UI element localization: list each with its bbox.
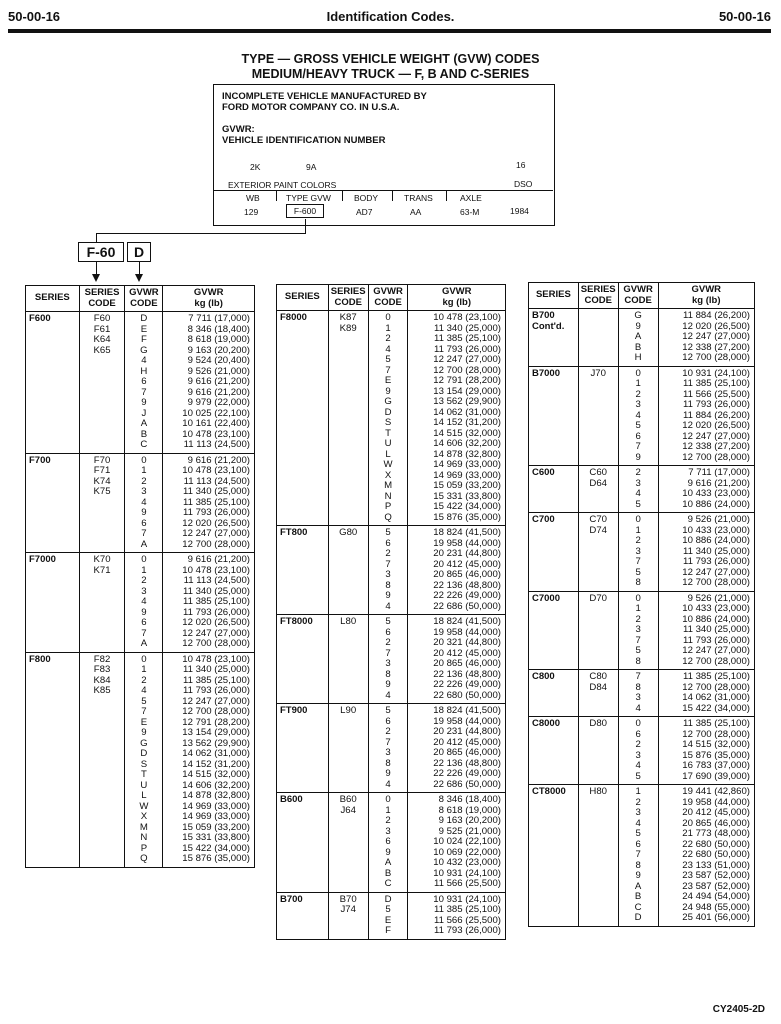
gvwr-code-cell: 5 6 2 7 3 8 9 4 [368, 526, 408, 615]
series-cell: B600 [277, 793, 329, 893]
header-series-code: SERIES CODE [79, 286, 125, 312]
gvwr-code-cell: 0 6 2 3 4 5 [618, 717, 658, 785]
gvwr-cell: 9 526 (21,000) 10 433 (23,000) 10 886 (24,000) 11 340 (25,000) 11 793 (26,000) 12 247 (27,000) 12 700 (28,000) [658, 513, 754, 592]
gvwr-code-cell: G 9 A B H [618, 309, 658, 367]
header-series-code: SERIES CODE [328, 285, 368, 311]
title-line-2: MEDIUM/HEAVY TRUCK — F, B AND C-SERIES [251, 67, 530, 81]
label-line-1: INCOMPLETE VEHICLE MANUFACTURED BY [222, 91, 427, 102]
gvwr-cell: 8 346 (18,400) 8 618 (19,000) 9 163 (20,200) 9 525 (21,000) 10 024 (22,100) 10 069 (22,000) 10 432 (23,000) 10 931 (24,100) 11 566 (25,500) [408, 793, 506, 893]
table-row [529, 309, 755, 367]
header-gvwr: GVWR kg (lb) [658, 283, 754, 309]
series-cell: C800 [529, 670, 579, 717]
val-body: AD7 [356, 207, 373, 217]
gvwr-code-cell: 0 1 2 3 4 5 6 7 9 [618, 366, 658, 466]
series-code-cell: L90 [328, 704, 368, 793]
val-axle: 63-M [460, 207, 480, 217]
series-cell: B7000 [529, 366, 579, 466]
header-gvwr-code: GVWR CODE [125, 286, 163, 312]
col-wb: WB [246, 193, 260, 203]
header-series-code: SERIES CODE [578, 283, 618, 309]
series-cell: FT900 [277, 704, 329, 793]
gvwr-cell: 18 824 (41,500) 19 958 (44,000) 20 231 (44,800) 20 412 (45,000) 20 865 (46,000) 22 136 (48,800) 22 226 (49,000) 22 686 (50,000) [408, 704, 506, 793]
series-cell: FT800 [277, 526, 329, 615]
table-row [529, 785, 755, 927]
header-series: SERIES [277, 285, 329, 311]
header-series: SERIES [529, 283, 579, 309]
arrow-down-icon [135, 274, 143, 282]
table-row [26, 652, 255, 867]
col-type-gvw: TYPE GVW [286, 193, 331, 203]
table-row [277, 615, 506, 704]
gvwr-cell: 11 385 (25,100) 12 700 (28,000) 14 062 (31,000) 15 422 (34,000) [658, 670, 754, 717]
page-heading: Identification Codes. [326, 9, 455, 24]
gvw-table-2 [276, 284, 506, 940]
series-cell: F7000 [26, 553, 80, 653]
paint-colors: EXTERIOR PAINT COLORS [228, 180, 337, 190]
gvwr-code-cell: 5 6 2 7 3 8 9 4 [368, 615, 408, 704]
series-code-cell: F60 F61 K64 K65 [79, 312, 125, 454]
gvw-table-1 [25, 285, 255, 868]
gvwr-code-cell: D E F G 4 H 6 7 9 J A B C [125, 312, 163, 454]
header-gvwr-code: GVWR CODE [618, 283, 658, 309]
table-row [277, 311, 506, 526]
label-vin: VEHICLE IDENTIFICATION NUMBER [222, 135, 386, 146]
series-code-cell: D80 [578, 717, 618, 785]
table-row [529, 670, 755, 717]
gvwr-code-cell: 0 1 2 4 5 7 E 9 G D S T U L W X M N P Q [368, 311, 408, 526]
gvwr-cell: 18 824 (41,500) 19 958 (44,000) 20 231 (44,800) 20 412 (45,000) 20 865 (46,000) 22 136 (48,800) 22 226 (49,000) 22 686 (50,000) [408, 526, 506, 615]
gvwr-code-cell: 7 8 3 4 [618, 670, 658, 717]
table-row [529, 466, 755, 513]
val-trans: AA [410, 207, 422, 217]
gvwr-code-cell: 5 6 2 7 3 8 9 4 [368, 704, 408, 793]
series-code-cell: L80 [328, 615, 368, 704]
callout-series: F-60 [78, 242, 124, 262]
gvwr-cell: 10 478 (23,100) 11 340 (25,000) 11 385 (25,100) 11 793 (26,000) 12 247 (27,000) 12 700 (28,000) 12 791 (28,200) 13 154 (29,000) 13 562 (29,900) 14 062 (31,000) 14 152 (31,200) 14 515 (32,000) 14 606 (32,200) 14 878 (32,800) 14 969 (33,000) 14 969 (33,000) 15 059 (33,200) 15 331 (33,800) 15 422 (34,000) 15 876 (35,000) [408, 311, 506, 526]
header-series: SERIES [26, 286, 80, 312]
header-gvwr-code: GVWR CODE [368, 285, 408, 311]
series-cell: F700 [26, 453, 80, 553]
series-cell: F600 [26, 312, 80, 454]
header-gvwr: GVWR kg (lb) [408, 285, 506, 311]
section-title [0, 52, 781, 82]
title-line-1: TYPE — GROSS VEHICLE WEIGHT (GVW) CODES [241, 52, 540, 66]
series-cell: F8000 [277, 311, 329, 526]
series-code-cell: B70 J74 [328, 892, 368, 939]
gvwr-code-cell: 0 1 2 3 4 9 6 7 A [125, 553, 163, 653]
arrow-down-icon [92, 274, 100, 282]
label-line-2: FORD MOTOR COMPANY CO. IN U.S.A. [222, 102, 400, 113]
table-row [277, 892, 506, 939]
val-wb: 129 [244, 207, 259, 217]
gvwr-cell: 10 931 (24,100) 11 385 (25,100) 11 566 (25,500) 11 793 (26,000) [408, 892, 506, 939]
dso-label: DSO [514, 179, 533, 189]
table-row [26, 553, 255, 653]
series-code-cell: H80 [578, 785, 618, 927]
gvwr-cell: 9 616 (21,200) 10 478 (23,100) 11 113 (24,500) 11 340 (25,000) 11 385 (25,100) 11 793 (26,000) 12 020 (26,500) 12 247 (27,000) 12 700 (28,000) [163, 553, 255, 653]
series-cell: B700 Cont'd. [529, 309, 579, 367]
table-row [277, 704, 506, 793]
table-row [26, 312, 255, 454]
gvwr-cell: 9 526 (21,000) 10 433 (23,000) 10 886 (24,000) 11 340 (25,000) 11 793 (26,000) 12 247 (27,000) 12 700 (28,000) [658, 591, 754, 670]
gvwr-cell: 9 616 (21,200) 10 478 (23,100) 11 113 (24,500) 11 340 (25,000) 11 385 (25,100) 11 793 (26,000) 12 020 (26,500) 12 247 (27,000) 12 700 (28,000) [163, 453, 255, 553]
gvwr-cell: 18 824 (41,500) 19 958 (44,000) 20 321 (44,800) 20 412 (45,000) 20 865 (46,000) 22 136 (48,800) 22 226 (49,000) 22 680 (50,000) [408, 615, 506, 704]
gvwr-cell: 7 711 (17,000) 8 346 (18,400) 8 618 (19,000) 9 163 (20,200) 9 524 (20,400) 9 526 (21,000) 9 616 (21,200) 9 616 (21,200) 9 979 (22,000) 10 025 (22,100) 10 161 (22,400) 10 478 (23,100) 11 113 (24,500) [163, 312, 255, 454]
gvwr-code-cell: 1 2 3 4 5 6 7 8 9 A B C D [618, 785, 658, 927]
table-row [277, 526, 506, 615]
val-type-gvw: F-600 [286, 204, 324, 218]
series-code-cell: C80 D84 [578, 670, 618, 717]
gvwr-cell: 10 478 (23,100) 11 340 (25,000) 11 385 (25,100) 11 793 (26,000) 12 247 (27,000) 12 700 (28,000) 12 791 (28,200) 13 154 (29,000) 13 562 (29,900) 14 062 (31,000) 14 152 (31,200) 14 515 (32,000) 14 606 (32,200) 14 878 (32,800) 14 969 (33,000) 14 969 (33,000) 15 059 (33,200) 15 331 (33,800) 15 422 (34,000) 15 876 (35,000) [163, 652, 255, 867]
series-code-cell: C70 D74 [578, 513, 618, 592]
page-number-right: 50-00-16 [718, 9, 771, 24]
series-cell: FT8000 [277, 615, 329, 704]
series-cell: C7000 [529, 591, 579, 670]
gvwr-code-cell: 0 1 2 3 6 9 A B C [368, 793, 408, 893]
series-code-cell: G80 [328, 526, 368, 615]
series-cell: F800 [26, 652, 80, 867]
val-year: 1984 [510, 206, 529, 216]
certification-label [213, 84, 555, 226]
col-trans: TRANS [404, 193, 433, 203]
header-gvwr: GVWR kg (lb) [163, 286, 255, 312]
series-cell: C600 [529, 466, 579, 513]
label-gvwr: GVWR: [222, 124, 255, 135]
page-number-left: 50-00-16 [8, 9, 61, 24]
gvwr-cell: 11 884 (26,200) 12 020 (26,500) 12 247 (27,000) 12 338 (27,200) 12 700 (28,000) [658, 309, 754, 367]
series-cell: CT8000 [529, 785, 579, 927]
figure-code: CY2405-2D [712, 1004, 765, 1015]
col-axle: AXLE [460, 193, 482, 203]
table-row [277, 793, 506, 893]
gvwr-cell: 7 711 (17,000) 9 616 (21,200) 10 433 (23,000) 10 886 (24,000) [658, 466, 754, 513]
vin-part-b: 9A [306, 162, 317, 172]
gvwr-cell: 11 385 (25,100) 12 700 (28,000) 14 515 (32,000) 15 876 (35,000) 16 783 (37,000) 17 690 (39,000) [658, 717, 754, 785]
table-row [529, 513, 755, 592]
callout-code: D [127, 242, 151, 262]
vin-part-a: 2K [250, 162, 261, 172]
gvwr-code-cell: 2 3 4 5 [618, 466, 658, 513]
table-row [529, 591, 755, 670]
table-row [529, 717, 755, 785]
gvwr-code-cell: 0 1 2 3 7 5 8 [618, 513, 658, 592]
series-code-cell: C60 D64 [578, 466, 618, 513]
series-code-cell: D70 [578, 591, 618, 670]
series-code-cell: B60 J64 [328, 793, 368, 893]
gvwr-code-cell: 0 1 2 3 7 5 8 [618, 591, 658, 670]
series-code-cell: F70 F71 K74 K75 [79, 453, 125, 553]
vin-part-c: 16 [516, 160, 526, 170]
series-cell: B700 [277, 892, 329, 939]
series-cell: C8000 [529, 717, 579, 785]
gvwr-cell: 19 441 (42,860) 19 958 (44,000) 20 412 (45,000) 20 865 (46,000) 21 773 (48,000) 22 680 (50,000) 22 680 (50,000) 23 133 (51,000) 23 587 (52,000) 23 587 (52,000) 24 494 (54,000) 24 948 (55,000) 25 401 (56,000) [658, 785, 754, 927]
gvw-table-3 [528, 282, 755, 927]
series-code-cell: F82 F83 K84 K85 [79, 652, 125, 867]
table-row [26, 453, 255, 553]
gvwr-code-cell: 0 1 2 3 4 9 6 7 A [125, 453, 163, 553]
gvwr-code-cell: D 5 E F [368, 892, 408, 939]
gvwr-cell: 10 931 (24,100) 11 385 (25,100) 11 566 (25,500) 11 793 (26,000) 11 884 (26,200) 12 020 (26,500) 12 247 (27,000) 12 338 (27,200) 12 700 (28,000) [658, 366, 754, 466]
series-code-cell: K87 K89 [328, 311, 368, 526]
col-body: BODY [354, 193, 379, 203]
series-code-cell [578, 309, 618, 367]
series-code-cell: J70 [578, 366, 618, 466]
series-code-cell: K70 K71 [79, 553, 125, 653]
series-cell: C700 [529, 513, 579, 592]
table-row [529, 366, 755, 466]
header-rule [8, 29, 771, 33]
gvwr-code-cell: 0 1 2 4 5 7 E 9 G D S T U L W X M N P Q [125, 652, 163, 867]
